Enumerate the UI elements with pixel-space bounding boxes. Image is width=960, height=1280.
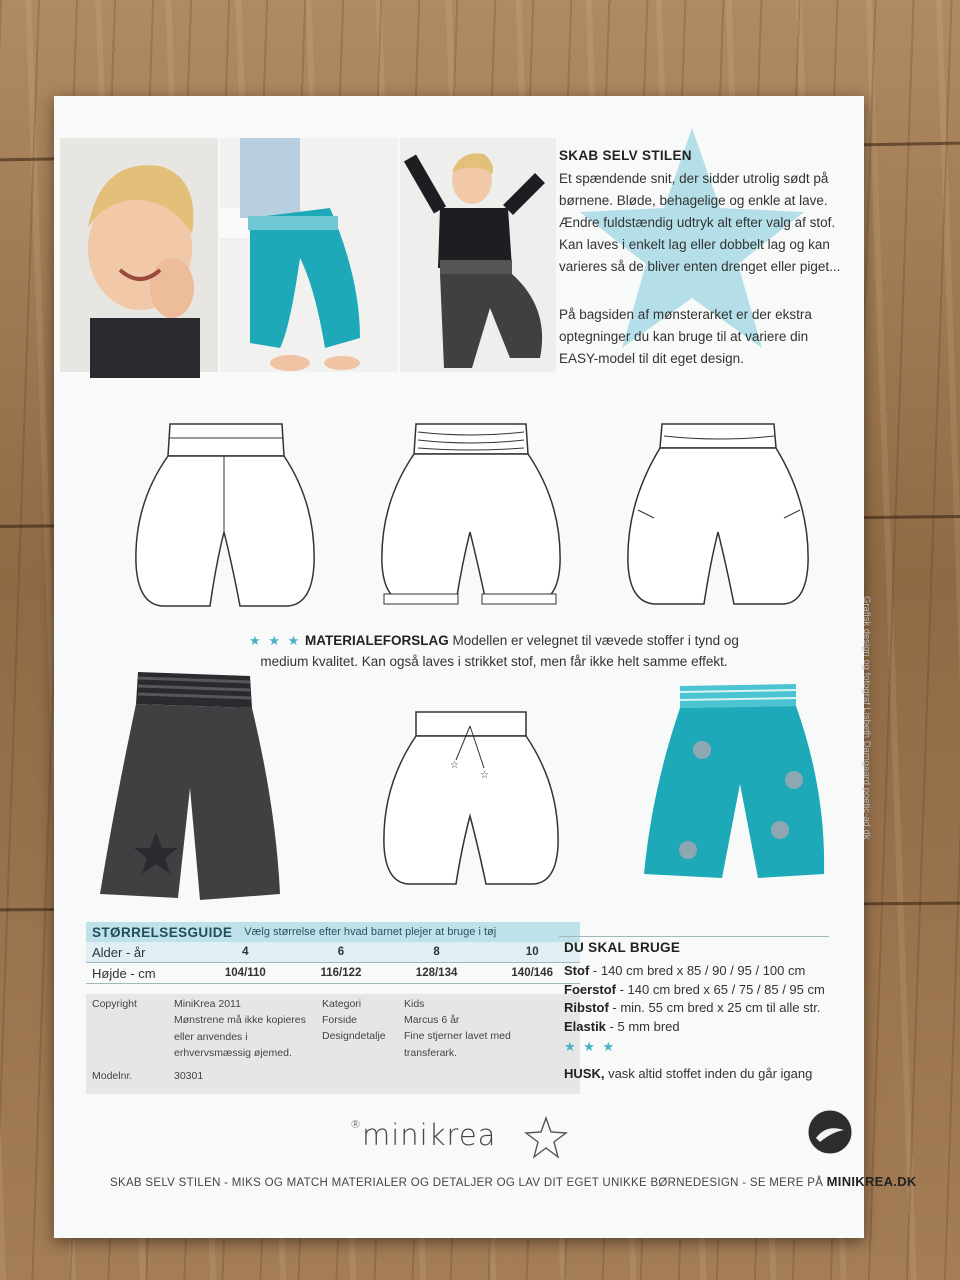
- list-item: Stof - 140 cm bred x 85 / 90 / 95 / 100 cm: [564, 963, 806, 978]
- list-item: Elastik - 5 mm bred: [564, 1018, 680, 1034]
- photo-teal-pants: [630, 680, 830, 890]
- height-cell: 104/110: [224, 967, 266, 979]
- height-cell: 116/122: [320, 967, 362, 979]
- intro-body-extra: På bagsiden af mønsterarket er der ekstra optegninger du kan bruge til at variere din EASY-model til dit eget design.: [559, 307, 812, 366]
- table-row-height: [86, 963, 580, 984]
- detail-value: Fine stjerner lavet med transferark.: [404, 1030, 511, 1059]
- list-item: Ribstof - min. 55 cm bred x 25 cm til alle str.: [564, 1000, 821, 1015]
- stars-icon: ★ ★ ★: [249, 633, 302, 648]
- model-number: 30301: [174, 1070, 204, 1082]
- age-label: Alder - år: [92, 944, 146, 960]
- tech-drawing-drawstring: [376, 706, 566, 896]
- copyright-note: Mønstrene må ikke kopieres eller anvendes i erhvervsmæssig øjemed.: [174, 1014, 306, 1059]
- product-info-box: [86, 994, 580, 1094]
- height-cell: 128/134: [415, 967, 458, 979]
- category-value: Kids: [404, 998, 425, 1010]
- height-label: Højde - cm: [92, 965, 156, 981]
- tech-drawing-rib-waist: [132, 414, 322, 614]
- divider: [559, 936, 829, 937]
- husk-label: HUSK,: [564, 1066, 605, 1081]
- stars-icon: ★ ★ ★: [564, 1039, 617, 1054]
- footer-text: SKAB SELV STILEN - MIKS OG MATCH MATERIALER OG DETALJER OG LAV DIT EGET UNIKKE BØRNEDESIGN - SE MERE PÅ: [110, 1177, 827, 1189]
- photo-child-sitting-teal-pants: [220, 138, 398, 372]
- tech-drawing-elastic-waist: [624, 414, 814, 614]
- photo-boy-smiling: [60, 138, 218, 372]
- copyright-label: Copyright: [92, 998, 137, 1010]
- age-cell: 6: [337, 946, 345, 958]
- logo-star-icon: [524, 1116, 568, 1160]
- copyright-value: MiniKrea 2011: [174, 998, 241, 1010]
- age-cell: 4: [242, 946, 249, 958]
- tech-drawing-smocked-waist: [376, 414, 566, 614]
- swan-ecolabel-icon: [806, 1108, 854, 1156]
- table-row-age: [86, 942, 580, 963]
- materials-suggestion: [234, 630, 754, 672]
- svg-text:☆: ☆: [450, 760, 459, 771]
- design-credit: Grafisk design og fotograf Lisbeth Damgaard poetic-ad.dk: [861, 596, 872, 840]
- detail-label: Designdetalje: [322, 1030, 386, 1042]
- registered-mark: ®: [350, 1118, 362, 1131]
- minikrea-logo: [350, 1118, 496, 1152]
- list-item: Foerstof - 140 cm bred x 65 / 75 / 85 / 95 cm: [564, 981, 825, 997]
- wash-reminder: [564, 1066, 812, 1081]
- size-guide-header: [86, 922, 580, 942]
- materials-label: MATERIALEFORSLAG: [305, 633, 449, 648]
- size-guide-subtitle: Vælg størrelse efter hvad barnet plejer at bruge i tøj: [244, 926, 497, 938]
- materials-text: Modellen er velegnet til vævede stoffer i tynd og medium kvalitet. Kan også laves i strikket stof, men får ikke helt samme effekt.: [260, 633, 739, 669]
- model-label: Modelnr.: [92, 1070, 133, 1082]
- footer-link[interactable]: MINIKREA.DK: [826, 1174, 917, 1189]
- category-label: Kategori: [322, 998, 362, 1010]
- svg-text:☆: ☆: [480, 770, 489, 781]
- age-cell: 10: [525, 946, 539, 958]
- size-guide-title: STØRRELSESGUIDE: [92, 924, 233, 940]
- husk-text: vask altid stoffet inden du går igang: [604, 1066, 813, 1081]
- pattern-envelope-back: [54, 96, 917, 1238]
- size-guide-table: [86, 922, 580, 984]
- you-need-list: [564, 962, 825, 1057]
- age-cell: 8: [433, 946, 440, 958]
- front-label: Forside: [322, 1014, 358, 1026]
- logo-text: minikrea: [362, 1118, 497, 1152]
- front-value: Marcus 6 år: [404, 1014, 460, 1026]
- intro-body: Et spændende snit, der sidder utrolig sødt på børnene. Bløde, behagelige og enkle at lave. Ændre fuldstændig udtryk alt efter valg af stof. Kan laves i enkelt lag eller dobbelt lag og kan varieres så de bliver enten drenget eller piget...: [559, 171, 841, 274]
- footer-tagline: [110, 1174, 917, 1189]
- photo-grey-pants: [94, 668, 284, 908]
- you-need-title: DU SKAL BRUGE: [564, 940, 681, 955]
- photo-boy-jumping: [400, 138, 556, 372]
- height-cell: 140/146: [511, 967, 553, 979]
- intro-title: SKAB SELV STILEN: [559, 148, 692, 163]
